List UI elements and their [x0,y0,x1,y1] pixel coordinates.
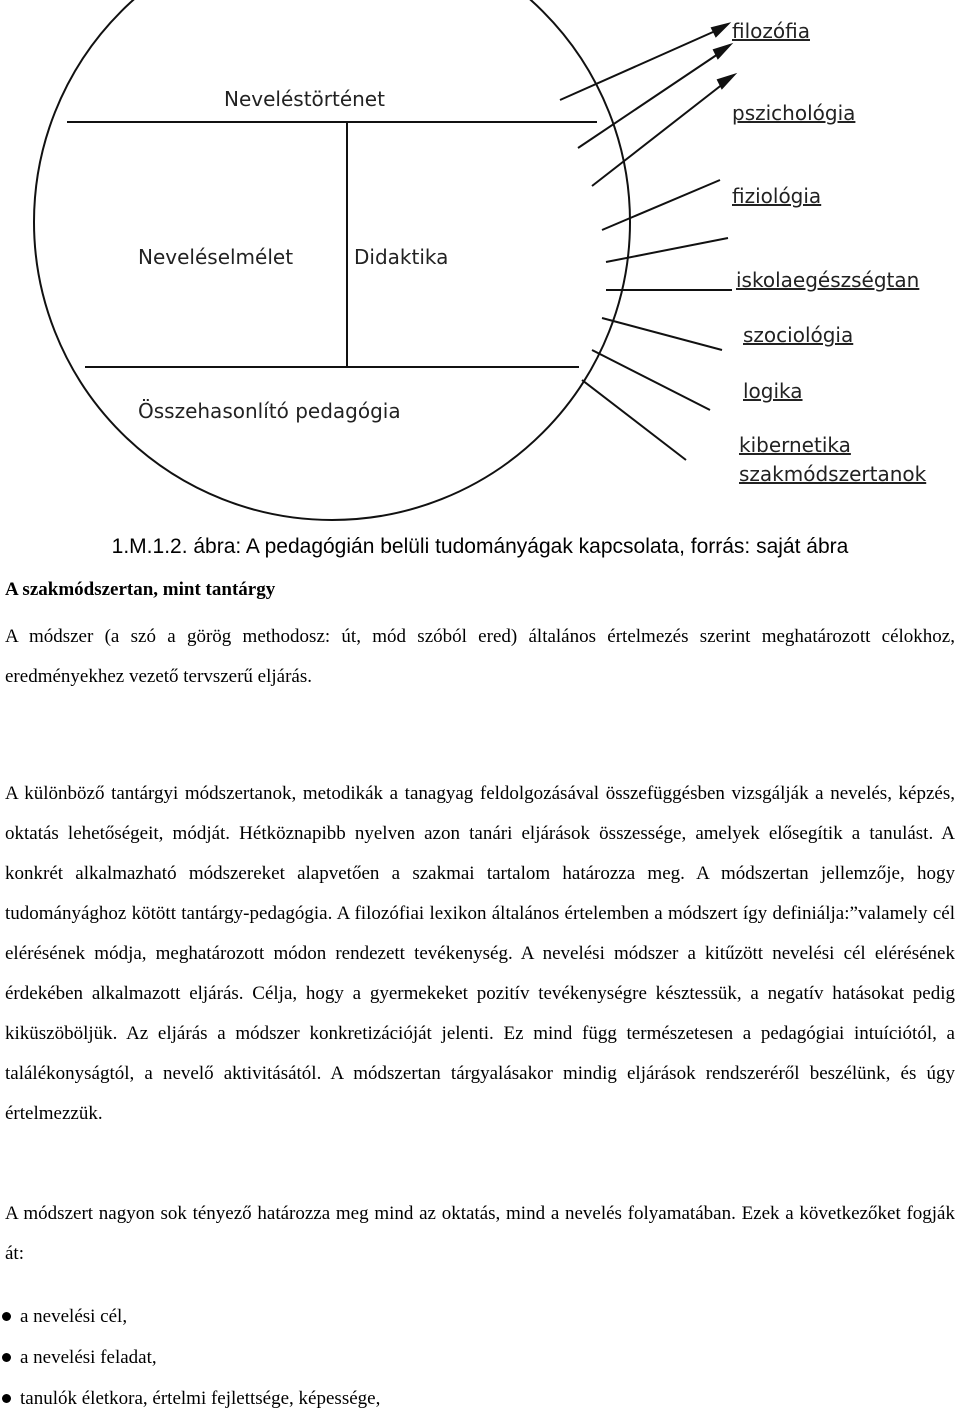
related-iskolaegeszsegtan: iskolaegészségtan [736,268,920,292]
arrows [560,24,734,460]
didactics-label: Didaktika [354,245,449,269]
pedagogy-diagram [0,0,960,525]
history-label: Neveléstörténet [224,87,385,111]
comparative-label: Összehasonlító pedagógia [138,399,401,423]
arrow-kibernetika [602,318,722,350]
arrowhead-filozofia [712,24,728,36]
section-heading: A szakmódszertan, mint tantárgy [5,579,276,600]
list-item: a nevelési cél, [0,1296,950,1337]
paragraph-factors: A módszert nagyon sok tényező határozza meg mind az oktatás, mind a nevelés folyamatában. Ezek a következőket fogják át: [5,1203,955,1264]
related-fiziologia: fiziológia [732,184,822,208]
arrow-iskolaegeszsegtan [602,180,720,230]
paragraph-definition: A módszer (a szó a görög methodosz: út, mód szóból ered) általános értelmezés szerint meghatározott célokhoz, eredményekhez vezető tervszerű eljárás. [5,626,955,687]
paragraph-methodology: A különböző tantárgyi módszertanok, metodikák a tanagyag feldolgozásával összefüggésben vizsgálják a nevelés, képzés, oktatás lehetőségeit, módját. Hétköznapibb nyelven azon tanári eljárások összessége, amelyek elősegítik a tanulást. A konkrét alkalmazható módszereket alapvetően a szakmai tartalom határozza meg. A módszertan jellemzője, hogy tudományághoz kötött tantárgy-pedagógia. A filozófiai lexikon általános értelemben a módszert így definiálja:”valamely cél elérésének módja, meghatározott módon rendezett tevékenység. A nevelési módszer a kitűzött nevelési cél elérésének érdekében alkalmazott eljárás. Célja, hogy a gyermekeket pozitív tevékenységre késztessük, a negatív hatásokat pedig kiküszöböljük. Az eljárás a módszer konkretizációját jelenti. Ez mind függ természetesen a pedagógiai intuíciótól, a találékonyságtól, a nevelő aktivitásától. A módszertan tárgyalásakor mindig eljárások rendszeréről beszélünk, és úgy értelmezzük. [5,783,955,1124]
arrow-extra [582,380,686,460]
related-filozofia: filozófia [732,19,810,43]
factor-list [0,1296,950,1419]
related-pszichologia: pszichológia [732,101,856,125]
related-szociologia: szociológia [743,323,854,347]
arrowhead-pszichologia [714,45,730,58]
theory-label: Neveléselmélet [138,245,294,269]
arrow-szociologia [606,238,728,262]
arrow-fiziologia [592,80,728,186]
related-szakmodszertanok: szakmódszertanok [739,462,927,486]
list-item: tanulók életkora, értelmi fejlettsége, képessége, [0,1378,950,1419]
figure-caption: 1.M.1.2. ábra: A pedagógián belüli tudományágak kapcsolata, forrás: saját ábra [111,535,849,558]
related-kibernetika: kibernetika [739,433,851,457]
arrowhead-fiziologia [718,75,734,88]
related-logika: logika [743,379,803,403]
pedagogy-circle [34,0,630,520]
list-item: a nevelési feladat, [0,1337,950,1378]
